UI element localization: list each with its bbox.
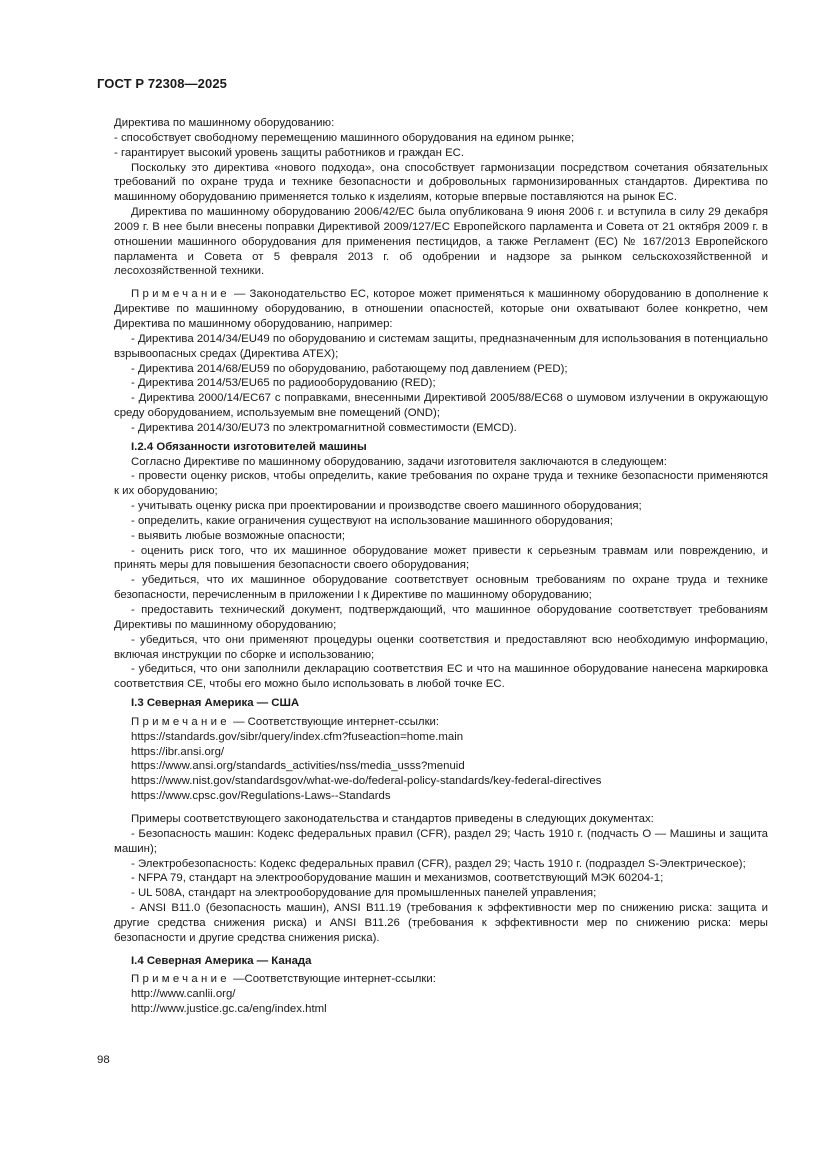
reference-link: https://www.nist.gov/standardsgov/what-we-do/federal-policy-standards/key-federal-directives — [131, 775, 602, 788]
examples-intro: Примеры соответствующего законодательства и стандартов приведены в следующих документах: — [131, 812, 654, 825]
note-list-item: - Директива 2014/68/EU59 по оборудованию, работающему под давлением (PED); — [131, 362, 568, 375]
list-item: - провести оценку рисков, чтобы определить, какие требования по охране труда и технике безопасности применяются к их оборудованию; — [114, 470, 768, 498]
list-item: - убедиться, что их машинное оборудование соответствует основным требованиям по охране труда и технике безопасности, перечисленным в приложении I к Директиве по машинному оборудованию; — [114, 574, 768, 602]
page-content — [114, 116, 768, 1017]
note-list-item: - Директива 2014/30/EU73 по электромагнитной совместимости (EMCD). — [131, 421, 517, 434]
note-text: —Соответствующие интернет-ссылки: — [229, 973, 436, 986]
section-heading-1-2-4: I.2.4 Обязанности изготовителей машины — [131, 440, 367, 453]
note-links-canada — [114, 972, 768, 987]
list-item: - учитывать оценку риска при проектировании и производстве своего машинного оборудования; — [131, 500, 642, 513]
example-item: - Безопасность машин: Кодекс федеральных правил (CFR), раздел 29; Часть 1910 г. (подчасть O — Машины и защита машин); — [114, 827, 768, 855]
note-eu-legislation — [114, 287, 768, 332]
directive-history-paragraph: Директива по машинному оборудованию 2006/42/EC была опубликована 9 июня 2006 г. и вступила в силу 29 декабря 2009 г. В нее были внесены поправки Директивой 2009/127/ЕС Европейского парламента и Совета от 21 октября 2009 г. в отношении машинного оборудования для применения пестицидов, а также Регламент (ЕС) № 167/2013 Европейского парламента и Совета от 5 февраля 2013 г. об одобрении и надзоре за рынком сельскохозяйственной и лесохозяйственной техники. — [114, 206, 768, 278]
example-item: - ANSI B11.0 (безопасность машин), ANSI B11.19 (требования к эффективности мер по снижению риска: защита и другие средства снижения риска) и ANSI B11.26 (требования к эффективности мер по снижению риска: меры безопасности и другие средства снижения риска). — [114, 902, 768, 944]
intro-bullet: - гарантирует высокий уровень защиты работников и граждан ЕС. — [114, 146, 465, 159]
document-header: ГОСТ Р 72308—2025 — [97, 76, 227, 91]
section-heading-1-3: I.3 Северная Америка — США — [131, 697, 300, 710]
reference-link: https://ibr.ansi.org/ — [131, 745, 225, 758]
reference-link: https://www.cpsc.gov/Regulations-Laws--Standards — [131, 790, 391, 803]
intro-paragraph: Директива по машинному оборудованию: — [114, 117, 335, 129]
note-label: Примечание — [131, 715, 230, 728]
list-item: - оценить риск того, что их машинное оборудование может привести к серьезным травмам или повреждению, и принять меры для повышения безопасности своего оборудования; — [114, 544, 768, 572]
page-number: 98 — [97, 1054, 110, 1066]
section-heading-1-4: I.4 Северная Америка — Канада — [131, 954, 312, 967]
example-item: - UL 508A, стандарт на электрооборудование для промышленных панелей управления; — [131, 887, 597, 900]
list-item: - выявить любые возможные опасности; — [131, 529, 346, 542]
intro-bullet: - способствует свободному перемещению машинного оборудования на едином рынке; — [114, 131, 575, 144]
reference-link: http://www.canlii.org/ — [131, 988, 236, 1001]
note-list-item: - Директива 2000/14/EC67 с поправками, внесенными Директивой 2005/88/EC68 о шумовом излучении в окружающую среду оборудованием, используемым вне помещений (OND); — [114, 392, 768, 420]
example-item: - NFPA 79, стандарт на электрооборудование машин и механизмов, соответствующий МЭК 60204-1; — [131, 872, 664, 885]
section-intro: Согласно Директиве по машинному оборудованию, задачи изготовителя заключаются в следующем: — [131, 455, 667, 468]
note-text: — Соответствующие интернет-ссылки: — [229, 715, 440, 728]
reference-link: http://www.justice.gc.ca/eng/index.html — [131, 1003, 327, 1016]
note-links-us — [114, 715, 768, 730]
note-list-item: - Директива 2014/53/EU65 по радиооборудованию (RED); — [131, 377, 436, 390]
list-item: - убедиться, что они применяют процедуры оценки соответствия и предоставляют всю необходимую информацию, включая инструкции по сборке и использованию; — [114, 633, 768, 661]
note-label: Примечание — [131, 288, 230, 301]
reference-link: https://standards.gov/sibr/query/index.cfm?fuseaction=home.main — [131, 730, 464, 743]
list-item: - определить, какие ограничения существуют на использование машинного оборудования; — [131, 514, 613, 527]
note-label: Примечание — [131, 973, 230, 986]
list-item: - убедиться, что они заполнили декларацию соответствия ЕС и что на машинное оборудование нанесена маркировка соответствия CE, чтобы его можно было использовать в любой точке ЕС. — [114, 663, 768, 691]
example-item: - Электробезопасность: Кодекс федеральных правил (CFR), раздел 29; Часть 1910 г. (подраздел S-Электрическое); — [131, 857, 746, 870]
note-list-item: - Директива 2014/34/EU49 по оборудованию и системам защиты, предназначенным для использования в потенциально взрывоопасных средах (Директива ATEX); — [114, 332, 768, 360]
list-item: - предоставить технический документ, подтверждающий, что машинное оборудование соответствует требованиям Директивы по машинному оборудованию; — [114, 604, 768, 631]
note-text: — Законодательство ЕС, которое может применяться к машинному оборудованию в дополнение к Директиве по машинному оборудованию, в отношении опасностей, которые они охватывают более конкретно, чем Директива по машинному оборудованию, например: — [114, 288, 768, 330]
new-approach-paragraph: Поскольку это директива «нового подхода», она способствует гармонизации посредством сочетания обязательных требований по охране труда и технике безопасности и добровольных гармонизированных стандартов. Директива по машинному оборудованию применяется только к изделиям, которые впервые поставляются на рынок ЕС. — [114, 161, 768, 204]
reference-link: https://www.ansi.org/standards_activities/nss/media_usss?menuid — [131, 760, 465, 773]
